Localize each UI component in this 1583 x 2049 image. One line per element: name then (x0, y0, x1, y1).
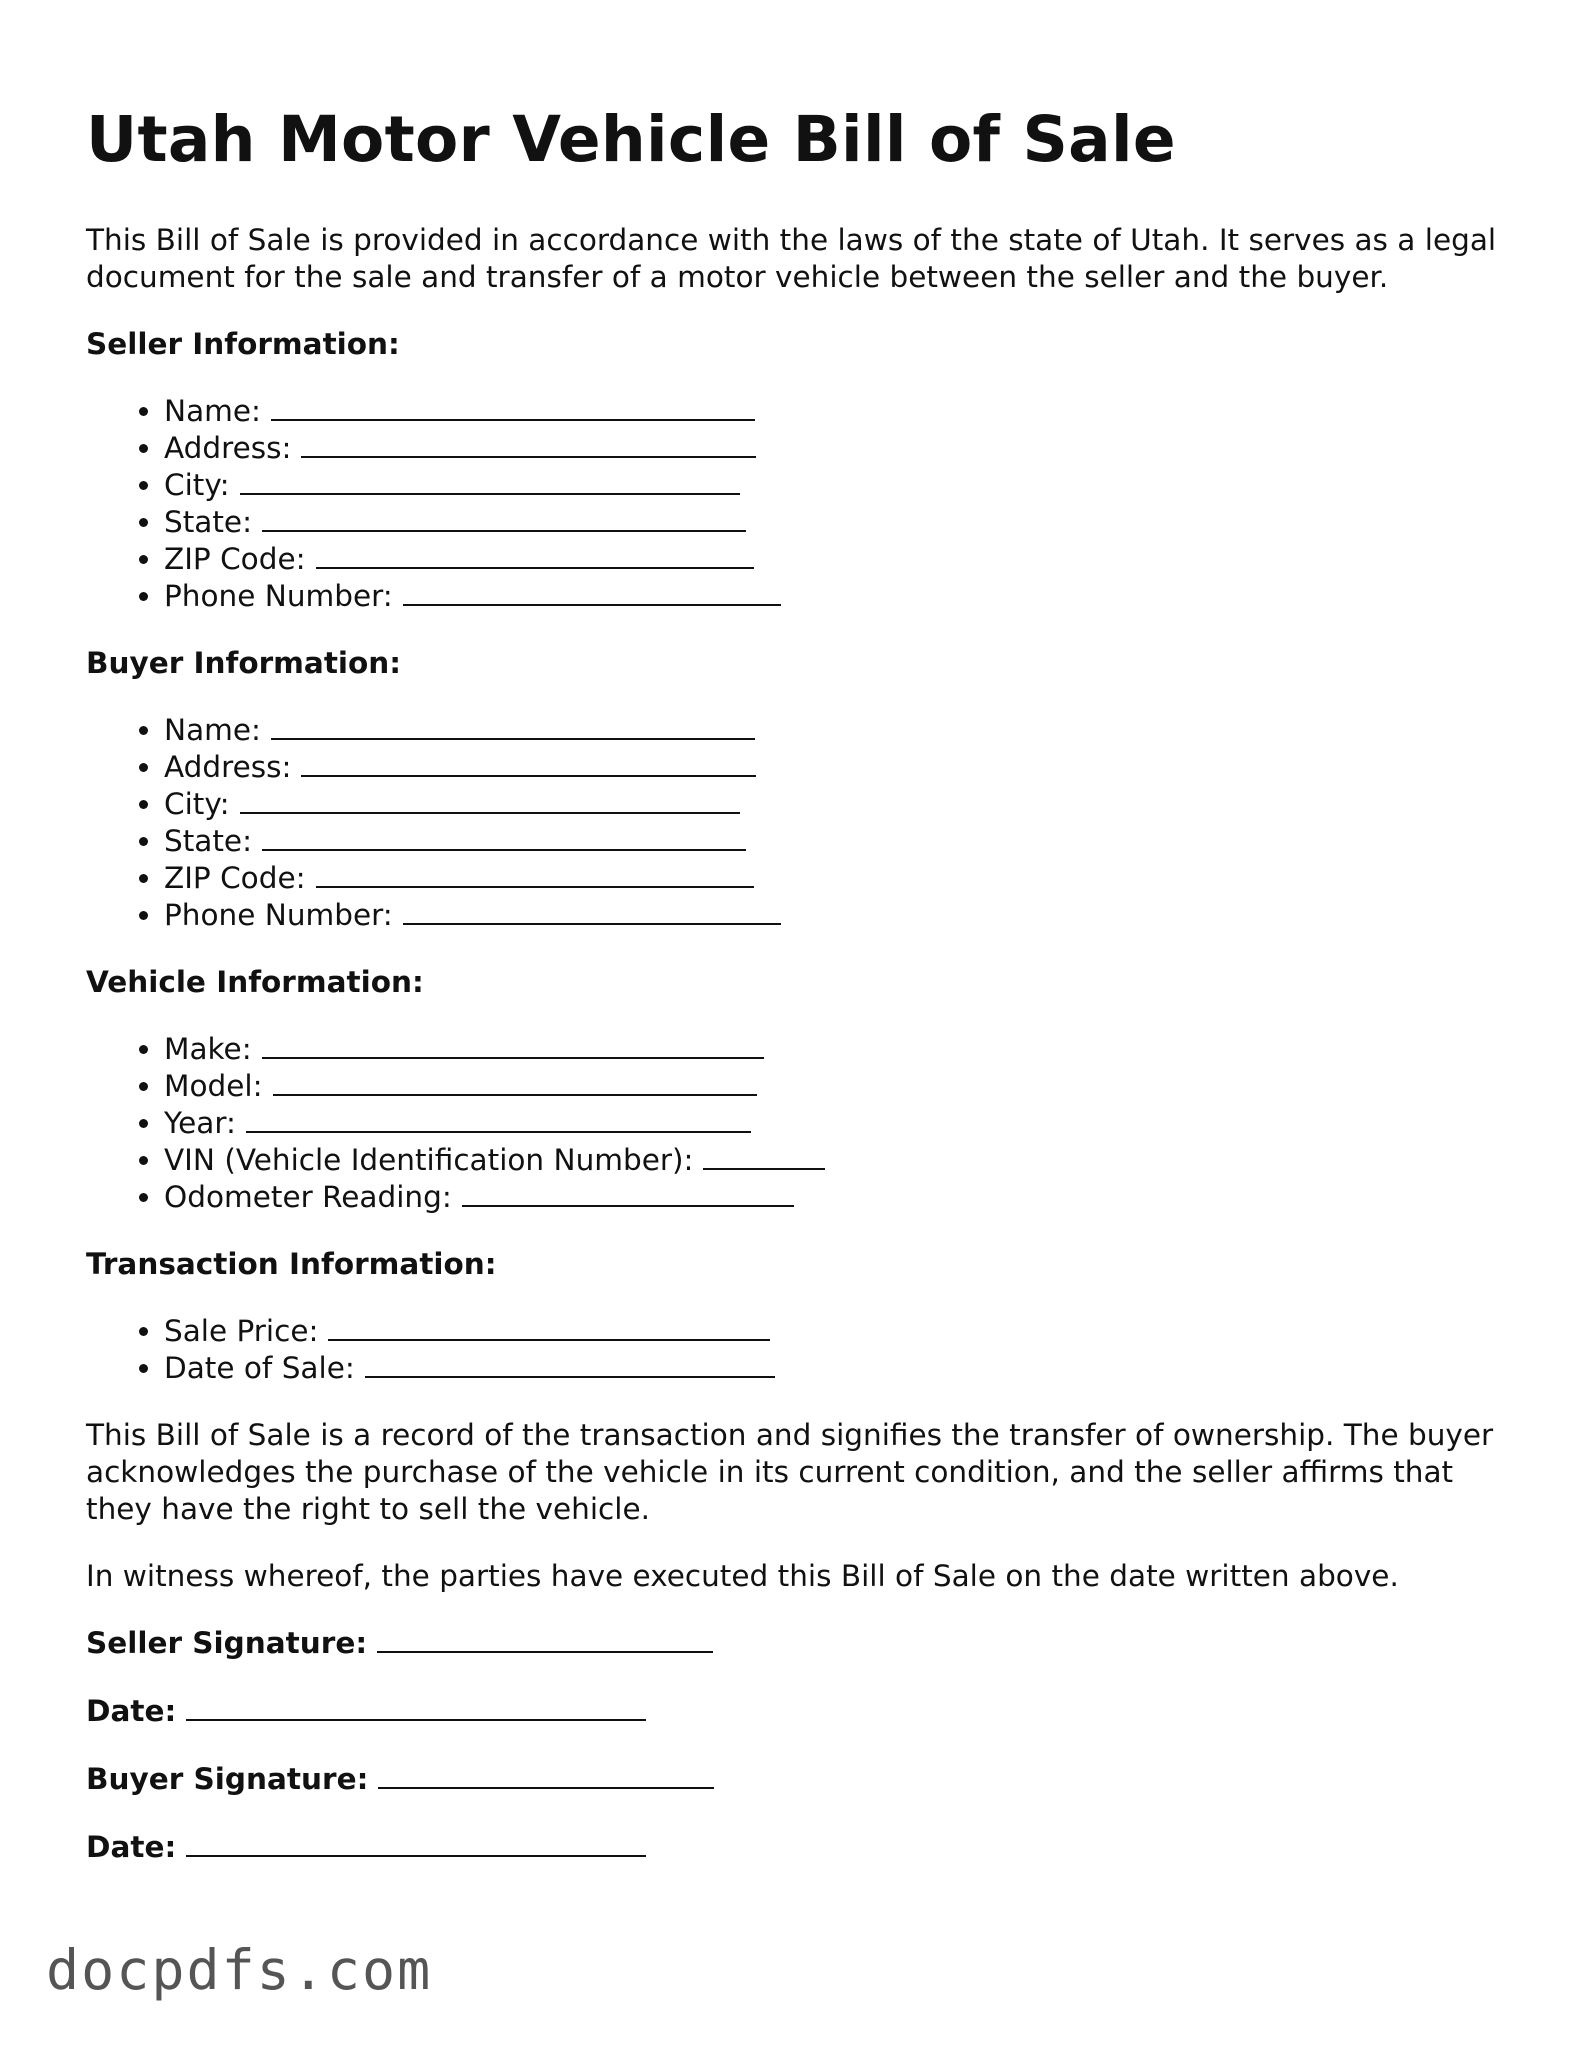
vehicle-make-field (164, 1031, 1506, 1068)
field-label: VIN (Vehicle Identification Number): (164, 1143, 694, 1177)
vehicle-vin-field (164, 1142, 1506, 1179)
bill-of-sale-document (86, 100, 1506, 1897)
intro-paragraph: This Bill of Sale is provided in accordance with the laws of the state of Utah. It serves as a legal document for the sale and transfer of a motor vehicle between the seller and the buyer. (86, 223, 1497, 294)
buyer-phone-blank[interactable] (403, 897, 781, 925)
transaction-fields (86, 1313, 1506, 1387)
field-label: City: (164, 787, 230, 821)
sale-price-blank[interactable] (328, 1313, 770, 1341)
buyer-zip-blank[interactable] (316, 860, 754, 888)
seller-zip-blank[interactable] (316, 541, 754, 569)
seller-signature-label: Seller Signature: (86, 1626, 368, 1660)
seller-zip-field (164, 541, 1506, 578)
vehicle-vin-blank[interactable] (703, 1142, 825, 1170)
seller-address-blank[interactable] (301, 430, 756, 458)
buyer-city-field (164, 786, 1506, 823)
buyer-name-blank[interactable] (271, 712, 755, 740)
vehicle-model-blank[interactable] (273, 1068, 757, 1096)
seller-city-blank[interactable] (240, 467, 740, 495)
vehicle-year-blank[interactable] (246, 1105, 751, 1133)
buyer-state-blank[interactable] (262, 823, 746, 851)
field-label: Date of Sale: (164, 1351, 355, 1385)
buyer-signature-blank[interactable] (378, 1761, 714, 1789)
buyer-date-label: Date: (86, 1830, 177, 1864)
buyer-signature-line (86, 1761, 1506, 1798)
seller-state-blank[interactable] (262, 504, 746, 532)
field-label: Phone Number: (164, 579, 393, 613)
field-label: Name: (164, 713, 261, 747)
field-label: Address: (164, 750, 292, 784)
vehicle-year-field (164, 1105, 1506, 1142)
vehicle-fields (86, 1031, 1506, 1216)
witness-paragraph: In witness whereof, the parties have executed this Bill of Sale on the date written above. (86, 1559, 1399, 1593)
seller-heading: Seller Information: (86, 327, 400, 361)
buyer-date-blank[interactable] (186, 1829, 646, 1857)
vehicle-make-blank[interactable] (262, 1031, 764, 1059)
field-label: ZIP Code: (164, 861, 306, 895)
field-label: City: (164, 468, 230, 502)
buyer-state-field (164, 823, 1506, 860)
buyer-phone-field (164, 897, 1506, 934)
vehicle-odometer-field (164, 1179, 1506, 1216)
seller-signature-line (86, 1625, 1506, 1662)
seller-phone-blank[interactable] (403, 578, 781, 606)
seller-signature-blank[interactable] (377, 1625, 713, 1653)
buyer-signature-label: Buyer Signature: (86, 1762, 369, 1796)
seller-name-field (164, 393, 1506, 430)
buyer-city-blank[interactable] (240, 786, 740, 814)
buyer-date-line (86, 1829, 1506, 1866)
field-label: ZIP Code: (164, 542, 306, 576)
vehicle-odometer-blank[interactable] (462, 1179, 794, 1207)
sale-price-field (164, 1313, 1506, 1350)
field-label: Address: (164, 431, 292, 465)
seller-date-line (86, 1693, 1506, 1730)
field-label: State: (164, 824, 253, 858)
seller-name-blank[interactable] (271, 393, 755, 421)
field-label: Sale Price: (164, 1314, 319, 1348)
buyer-address-blank[interactable] (301, 749, 756, 777)
seller-date-blank[interactable] (186, 1693, 646, 1721)
buyer-fields (86, 712, 1506, 934)
field-label: State: (164, 505, 253, 539)
transaction-heading: Transaction Information: (86, 1247, 497, 1281)
field-label: Make: (164, 1032, 252, 1066)
buyer-address-field (164, 749, 1506, 786)
date-of-sale-blank[interactable] (365, 1350, 775, 1378)
date-of-sale-field (164, 1350, 1506, 1387)
seller-date-label: Date: (86, 1694, 177, 1728)
buyer-name-field (164, 712, 1506, 749)
field-label: Odometer Reading: (164, 1180, 452, 1214)
field-label: Phone Number: (164, 898, 393, 932)
document-title: Utah Motor Vehicle Bill of Sale (86, 103, 1176, 176)
vehicle-model-field (164, 1068, 1506, 1105)
field-label: Year: (164, 1106, 236, 1140)
watermark: docpdfs.com (46, 1938, 433, 2002)
vehicle-heading: Vehicle Information: (86, 965, 424, 999)
buyer-zip-field (164, 860, 1506, 897)
seller-address-field (164, 430, 1506, 467)
seller-fields (86, 393, 1506, 615)
seller-phone-field (164, 578, 1506, 615)
field-label: Model: (164, 1069, 263, 1103)
field-label: Name: (164, 394, 261, 428)
seller-state-field (164, 504, 1506, 541)
seller-city-field (164, 467, 1506, 504)
buyer-heading: Buyer Information: (86, 646, 402, 680)
record-paragraph: This Bill of Sale is a record of the transaction and signifies the transfer of ownership. The buyer acknowledges the purchase of the vehicle in its current condition, and the seller affirms that they have the right to sell the vehicle. (86, 1418, 1494, 1526)
